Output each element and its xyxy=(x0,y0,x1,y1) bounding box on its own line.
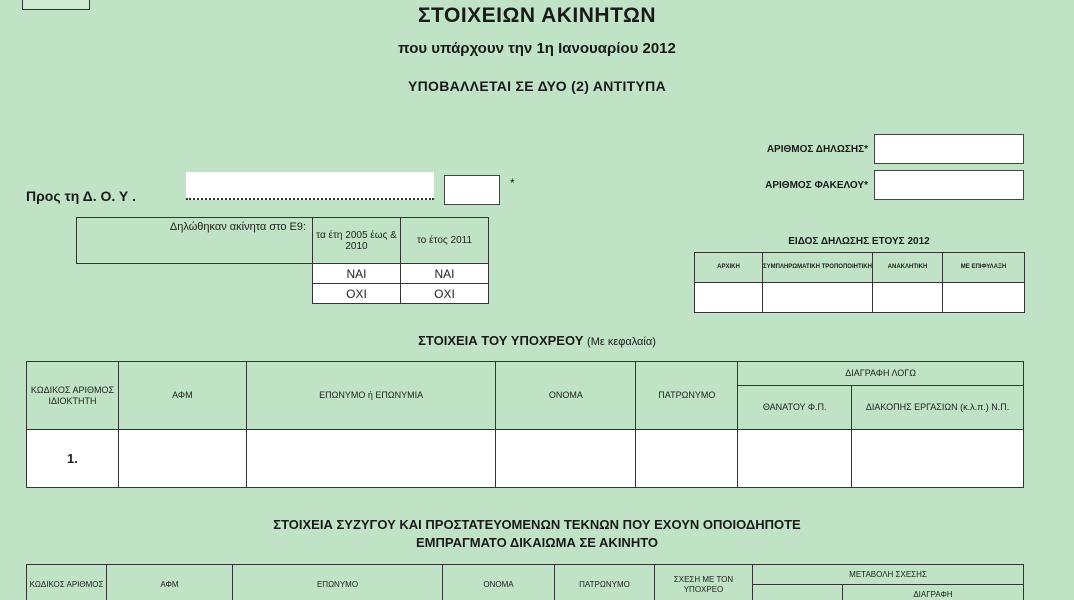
required-star: * xyxy=(510,176,515,190)
kind-reservation-box[interactable] xyxy=(943,283,1025,313)
obligor-patronymic-cell[interactable] xyxy=(636,430,738,488)
e9-no-2005-2010[interactable]: ΟΧΙ xyxy=(313,284,401,304)
obligor-title-text: ΣΤΟΙΧΕΙΑ ΤΟΥ ΥΠΟΧΡΕΟΥ xyxy=(418,333,584,348)
spouse-title-line2: ΕΜΠΡΑΓΜΑΤΟ ΔΙΚΑΙΩΜΑ ΣΕ ΑΚΙΝΗΤΟ xyxy=(415,535,659,550)
obligor-col-deletion: ΔΙΑΓΡΑΦΗ ΛΟΓΩ xyxy=(738,362,1024,386)
kind-supplementary: ΣΥΜΠΛΗΡΩΜΑΤΙΚΗ ΤΡΟΠΟΠΟΙΗΤΙΚΗ xyxy=(763,253,873,283)
obligor-col-death: ΘΑΝΑΤΟΥ Φ.Π. xyxy=(738,386,852,430)
e9-label: Δηλώθηκαν ακίνητα στο Ε9: xyxy=(77,218,313,264)
obligor-cessation-cell[interactable] xyxy=(852,430,1024,488)
obligor-col-surname: ΕΠΩΝΥΜΟ ή ΕΠΩΝΥΜΙΑ xyxy=(246,362,496,430)
spouse-col-change-blank xyxy=(753,585,843,600)
obligor-name-cell[interactable] xyxy=(496,430,636,488)
kind-reservation: ΜΕ ΕΠΙΦΥΛΑΞΗ xyxy=(943,253,1025,283)
spouse-col-relation-change: ΜΕΤΑΒΟΛΗ ΣΧΕΣΗΣ xyxy=(753,565,1024,585)
spouse-col-afm: ΑΦΜ xyxy=(107,565,233,600)
kind-initial-box[interactable] xyxy=(695,283,763,313)
obligor-row-number: 1. xyxy=(27,430,119,488)
kind-revocation-box[interactable] xyxy=(873,283,943,313)
obligor-col-patronymic: ΠΑΤΡΩΝΥΜΟ xyxy=(636,362,738,430)
spouse-col-code: ΚΩΔΙΚΟΣ ΑΡΙΘΜΟΣ xyxy=(27,565,107,600)
obligor-title-note: (Με κεφαλαία) xyxy=(587,336,656,348)
copies-note: ΥΠΟΒΑΛΛΕΤΑΙ ΣΕ ΔΥΟ (2) ΑΝΤΙΤΥΠΑ xyxy=(407,78,666,94)
tax-office-label: Προς τη Δ. Ο. Υ . xyxy=(26,188,137,204)
spouse-table xyxy=(26,564,1024,600)
spouse-col-patronymic: ΠΑΤΡΩΝΥΜΟ xyxy=(555,565,655,600)
file-number-field[interactable] xyxy=(874,170,1024,200)
e9-yes-2011[interactable]: ΝΑΙ xyxy=(401,264,489,284)
kind-supplementary-box[interactable] xyxy=(763,283,873,313)
spouse-col-deletion: ΔΙΑΓΡΑΦΗ xyxy=(843,585,1024,600)
e9-declared-table xyxy=(76,217,489,304)
e9-no-2011[interactable]: ΟΧΙ xyxy=(401,284,489,304)
spouse-section-title xyxy=(0,516,1074,552)
obligor-col-cessation: ΔΙΑΚΟΠΗΣ ΕΡΓΑΣΙΩΝ (κ.λ.π.) Ν.Π. xyxy=(852,386,1024,430)
obligor-surname-cell[interactable] xyxy=(246,430,496,488)
declaration-kind-title: ΕΙΔΟΣ ΔΗΛΩΣΗΣ ΕΤΟΥΣ 2012 xyxy=(788,236,930,247)
file-number-label: ΑΡΙΘΜΟΣ ΦΑΚΕΛΟΥ* xyxy=(765,180,868,191)
kind-revocation: ΑΝΑΚΛΗΤΙΚΗ xyxy=(873,253,943,283)
spouse-col-name: ΟΝΟΜΑ xyxy=(443,565,555,600)
obligor-col-afm: ΑΦΜ xyxy=(118,362,246,430)
form-subtitle: που υπάρχουν την 1η Ιανουαρίου 2012 xyxy=(398,40,676,57)
form-title: ΣΤΟΙΧΕΙΩΝ ΑΚΙΝΗΤΩΝ xyxy=(417,4,657,27)
spouse-title-line1: ΣΤΟΙΧΕΙΑ ΣΥΖΥΓΟΥ ΚΑΙ ΠΡΟΣΤΑΤΕΥΟΜΕΝΩΝ ΤΕΚΝΩΝ ΠΟΥ ΕΧΟΥΝ ΟΠΟΙΟΔΗΠΟΤΕ xyxy=(273,517,801,532)
kind-initial: ΑΡΧΙΚΗ xyxy=(695,253,763,283)
spouse-col-surname: ΕΠΩΝΥΜΟ xyxy=(233,565,443,600)
obligor-col-name: ΟΝΟΜΑ xyxy=(496,362,636,430)
declaration-number-label: ΑΡΙΘΜΟΣ ΔΗΛΩΣΗΣ* xyxy=(766,144,868,155)
tax-office-field[interactable] xyxy=(186,172,434,200)
e9-col-2005-2010: τα έτη 2005 έως & 2010 xyxy=(313,218,401,264)
e9-yes-2005-2010[interactable]: ΝΑΙ xyxy=(313,264,401,284)
e9-col-2011: το έτος 2011 xyxy=(401,218,489,264)
declaration-number-field[interactable] xyxy=(874,134,1024,164)
declaration-kind-table xyxy=(694,252,1025,313)
obligor-section-title xyxy=(0,333,1074,348)
obligor-death-cell[interactable] xyxy=(738,430,852,488)
obligor-afm-cell[interactable] xyxy=(118,430,246,488)
obligor-table xyxy=(26,361,1024,488)
tax-office-code-field[interactable] xyxy=(444,175,500,205)
spouse-col-relation: ΣΧΕΣΗ ΜΕ ΤΟΝ ΥΠΟΧΡΕΟ xyxy=(655,565,753,600)
obligor-col-code: ΚΩΔΙΚΟΣ ΑΡΙΘΜΟΣ ΙΔΙΟΚΤΗΤΗ xyxy=(27,362,119,430)
